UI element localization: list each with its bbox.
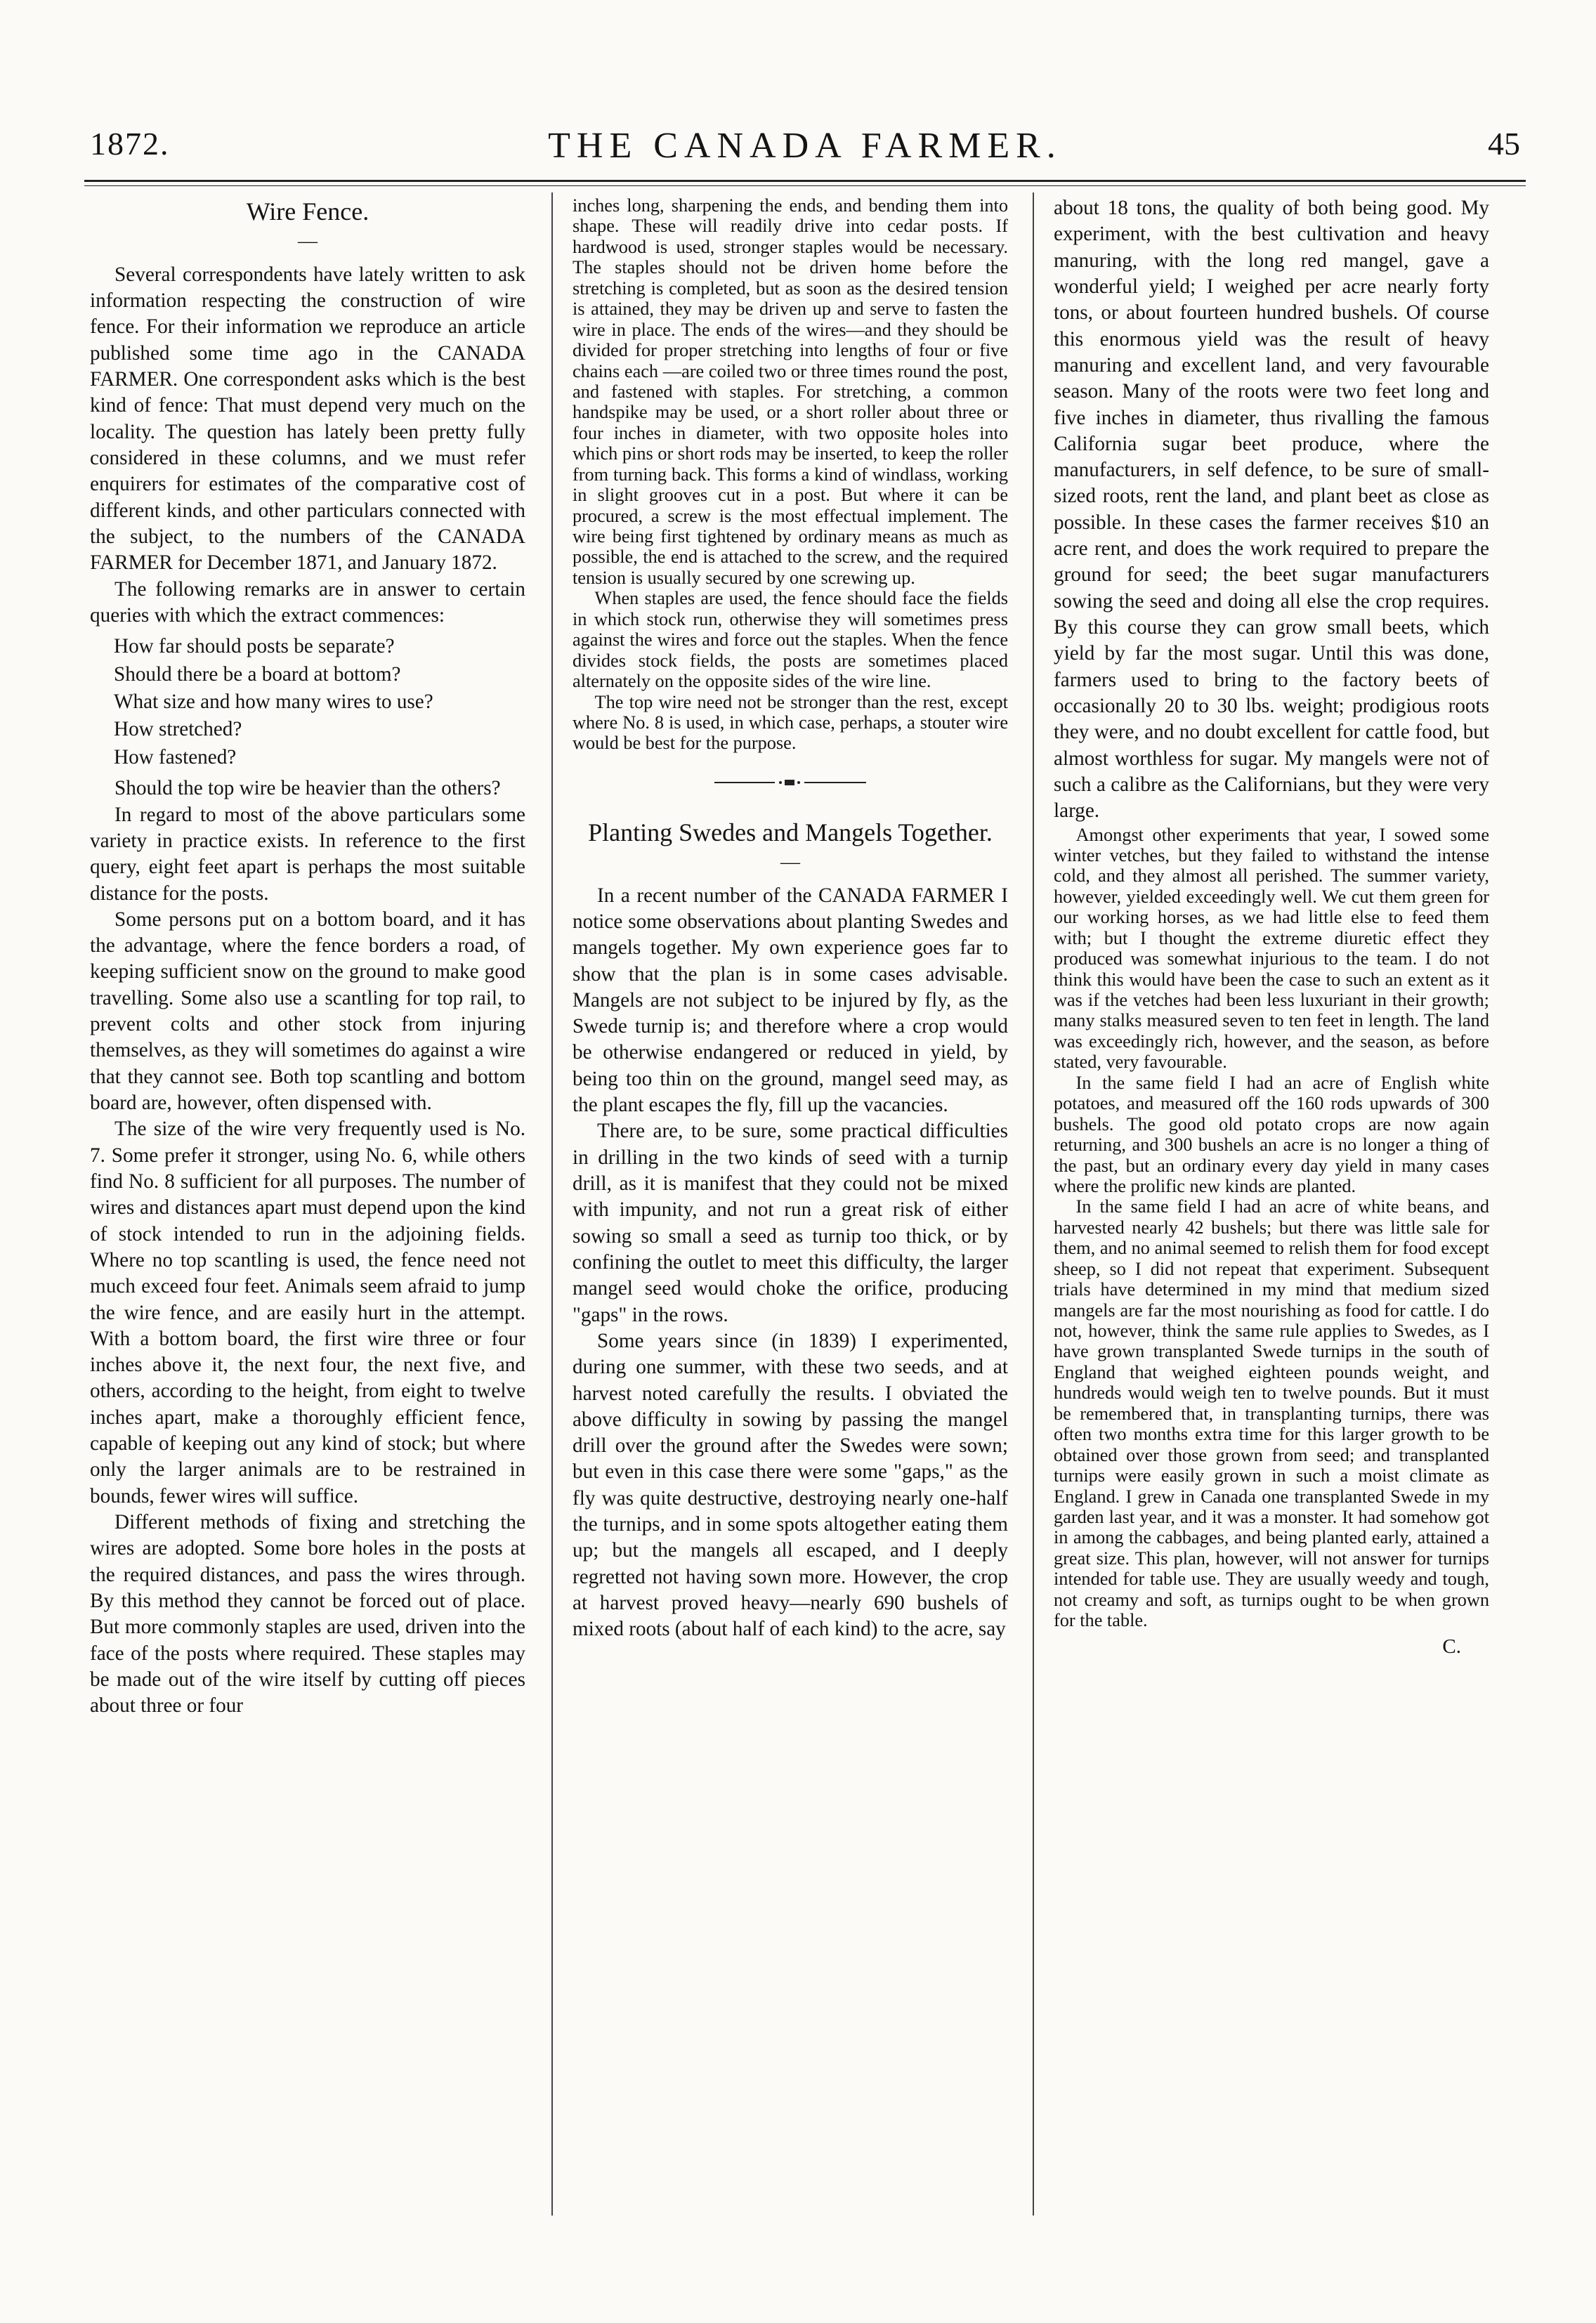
paragraph: The top wire need not be stronger than the rest, except where No. 8 is used, in which case, perhaps, a stouter wire would be best for the purpose. (573, 691, 1008, 754)
paragraph: In regard to most of the above particulars some variety in practice exists. In reference to the first query, eight feet apart is perhaps the most suitable distance for the posts. (90, 803, 525, 905)
ornament-rule-icon (713, 778, 868, 787)
column-rule (1033, 192, 1034, 2216)
paragraph: The following remarks are in answer to certain queries with which the extract commences: (90, 577, 525, 627)
paragraph: The size of the wire very frequently used is No. 7. Some prefer it stronger, using No. 6, while others find No. 8 sufficient for all purposes. The number of wires and distances apart must depend upon the kind of stock intended to run in the adjoining fields. Where no top scantling is used, the fence need not much exceed four feet. Animals seem afraid to jump the wire fence, and are easily hurt in the attempt. With a bottom board, the first wire three or four inches above it, the next four, the next five, and others, according to the height, from eight to twelve inches apart, make a thoroughly efficient fence, capable of keeping out any kind of stock; but where only the larger animals are to be restrained in bounds, fewer wires will suffice. (90, 1118, 525, 1507)
newspaper-title: THE CANADA FARMER. (548, 126, 1062, 166)
article-heading: Wire Fence. (246, 197, 369, 225)
column-2 (573, 195, 1008, 2211)
query-item: Should there be a board at bottom? (114, 662, 401, 686)
column-1 (90, 195, 525, 2211)
paragraph: Some years since (in 1839) I experimented, during one summer, with these two seeds, and at harvest noted carefully the results. I obviated the above difficulty in sowing by passing the mangel drill over the ground after the Swedes were sown; but even in this case there were some "gaps," as the fly was quite destructive, destroying nearly one-half the turnips, and in some spots altogether eating them up; but the mangels all escaped, and I deeply regretted not having sown more. However, the crop at harvest proved heavy—nearly 690 bushels of mixed roots (about half of each kind) to the acre, say (573, 1329, 1008, 1641)
issue-year: 1872. (90, 126, 170, 162)
column-3 (1054, 195, 1489, 2211)
author-signature: C. (1442, 1635, 1461, 1658)
query-item: How far should posts be separate? (114, 635, 395, 658)
column-rule (551, 192, 553, 2216)
section-divider (573, 778, 1008, 791)
paragraph: In a recent number of the CANADA FARMER I notice some observations about planting Swedes and mangels together. My own experience goes far to show that the plan is in some cases advisable. Mangels are not subject to be injured by fly, as the Swede turnip is; and therefore where a crop would be otherwise endangered or reduced in yield, by being too thin on the ground, mangel seed may, as the plant escapes the fly, fill up the vacancies. (573, 884, 1008, 1117)
paragraph: When staples are used, the fence should face the fields in which stock run, otherwise they will sometimes press against the wires and force out the staples. When the fence divides stock fields, the posts are sometimes placed alternately on the opposite sides of the wire line. (573, 588, 1008, 692)
page-number: 45 (1488, 126, 1520, 162)
query-item: How stretched? (114, 718, 242, 741)
masthead-rule-thick (84, 180, 1526, 182)
paragraph: In the same field I had an acre of English white potatoes, and measured off the 160 rods upwards of 300 bushels. The good old potato crops are now again returning, and 300 bushels an acre is no longer a thing of the past, but an ordinary every day yield in many cases where the prolific new kinds are planted. (1054, 1072, 1489, 1196)
paragraph: Should the top wire be heavier than the others? (115, 777, 501, 800)
paragraph: Some persons put on a bottom board, and it has the advantage, where the fence borders a road, of keeping sufficient snow on the ground to make good travelling. Some also use a scantling for top rail, to prevent colts and other stock from injuring themselves, as they will sometimes do against a wire that they cannot see. Both top scantling and bottom board are, however, often dispensed with. (90, 908, 525, 1115)
masthead-rule-thin (84, 185, 1526, 186)
paragraph: Amongst other experiments that year, I sowed some winter vetches, but they failed to withstand the intense cold, and they almost all perished. The summer variety, however, yielded exceedingly well. We cut them green for our working horses, as we had little else to feed them with; but I thought the extreme diuretic effect they produced was somewhat injurious to the team. I do not think this would have been the case to such an extent as it was if the vetches had been less luxuriant in their growth; many stalks measured seven to ten feet in length. The land was exceedingly rich, however, and the season, as before stated, very favourable. (1054, 824, 1489, 1073)
query-item: What size and how many wires to use? (114, 691, 433, 713)
paragraph-continued: about 18 tons, the quality of both being good. My experiment, with the best cultivation and heavy manuring, with the long red mangel, gave a wonderful yield; I weighed per acre nearly forty tons, or about fourteen hundred bushels. Of course this enormous yield was the result of heavy manuring and excellent land, and very favourable season. Many of the roots were two feet long and five inches in diameter, thus rivalling the famous California sugar beet produce, where the manufacturers, in self defence, to be sure of small-sized roots, rent the land, and plant beet as close as possible. In these cases the farmer receives $10 an acre rent, and does the work required to prepare the ground for seed; the beet sugar manufacturers sowing the seed and doing all else the crop requires. By this course they can grow small beets, which yield by far the most sugar. Until this was done, farmers used to bring to the factory beets of occasionally 20 to 30 lbs. weight; prodigious roots they were, and no doubt excellent for cattle food, but almost worthless for sugar. My mangels were not of such a calibre as the Californians, but they were very large. (1054, 197, 1489, 823)
masthead (90, 125, 1520, 167)
heading-dash: — (298, 230, 318, 253)
article-heading: Planting Swedes and Mangels Together. (588, 818, 993, 846)
query-item: How fastened? (114, 745, 237, 768)
query-list (90, 633, 525, 771)
paragraph: Different methods of fixing and stretching the wires are adopted. Some bore holes in the posts at the required distances, and pass the wires through. By this method they cannot be forced out of place. But more commonly staples are used, driven into the face of the posts where required. These staples may be made out of the wire itself by cutting off pieces about three or four (90, 1511, 525, 1717)
heading-dash: — (780, 851, 800, 873)
paragraph-continued: inches long, sharpening the ends, and bending them into shape. These will readily drive into cedar posts. If hardwood is used, stronger staples would be necessary. The staples should not be driven home before the stretching is completed, but as soon as the desired tension is attained, they may be driven up and serve to fasten the wire in place. The ends of the wires—and they should be divided for proper stretching into lengths of four or five chains each —are coiled two or three times round the post, and fastened with staples. For stretching, a common handspike may be used, or a short roller about three or four inches in diameter, with two opposite holes into which pins or short rods may be inserted, to keep the roller from turning back. This forms a kind of windlass, working in slight grooves cut in a post. But where it can be procured, a screw is the most effectual implement. The wire being first tightened by ordinary means as much as possible, the end is attached to the screw, and the required tension is usually secured by one screwing up. (573, 195, 1008, 588)
paragraph: Several correspondents have lately written to ask information respecting the construction of wire fence. For their information we reproduce an article published some time ago in the CANADA FARMER. One correspondent asks which is the best kind of fence: That must depend very much on the locality. The question has lately been pretty fully considered in these columns, and we must refer enquirers for estimates of the comparative cost of different kinds, and other particulars connected with the subject, to the numbers of the CANADA FARMER for December 1871, and January 1872. (90, 263, 525, 575)
paragraph: In the same field I had an acre of white beans, and harvested nearly 42 bushels; but there was little sale for them, and no animal seemed to relish them for food except sheep, so I did not repeat that experiment. Subsequent trials have determined in my mind that medium sized mangels are far the most nourishing as food for cattle. I do not, however, think the same rule applies to Swedes, as I have grown transplanted Swede turnips in the south of England that weighed eighteen pounds weight, and hundreds would weigh ten to twelve pounds. But it must be remembered that, in transplanting turnips, there was often two months extra time for this larger growth to be obtained over those grown from seed; and transplanted turnips were easily grown in such a moist climate as England. I grew in Canada one transplanted Swede in my garden last year, and it was a monster. It had somehow got in among the cabbages, and being planted early, attained a great size. This plan, however, will not answer for turnips intended for table use. They are usually weedy and tough, not creamy and soft, as turnips ought to be when grown for the table. (1054, 1196, 1489, 1631)
paragraph: There are, to be sure, some practical difficulties in drilling in the two kinds of seed with a turnip drill, as it is manifest that they could not be mixed with impunity, and not run a great risk of either sowing so small a seed as turnip too thick, or by confining the outlet to meet this difficulty, the larger mangel seed would choke the orifice, producing "gaps" in the rows. (573, 1120, 1008, 1326)
